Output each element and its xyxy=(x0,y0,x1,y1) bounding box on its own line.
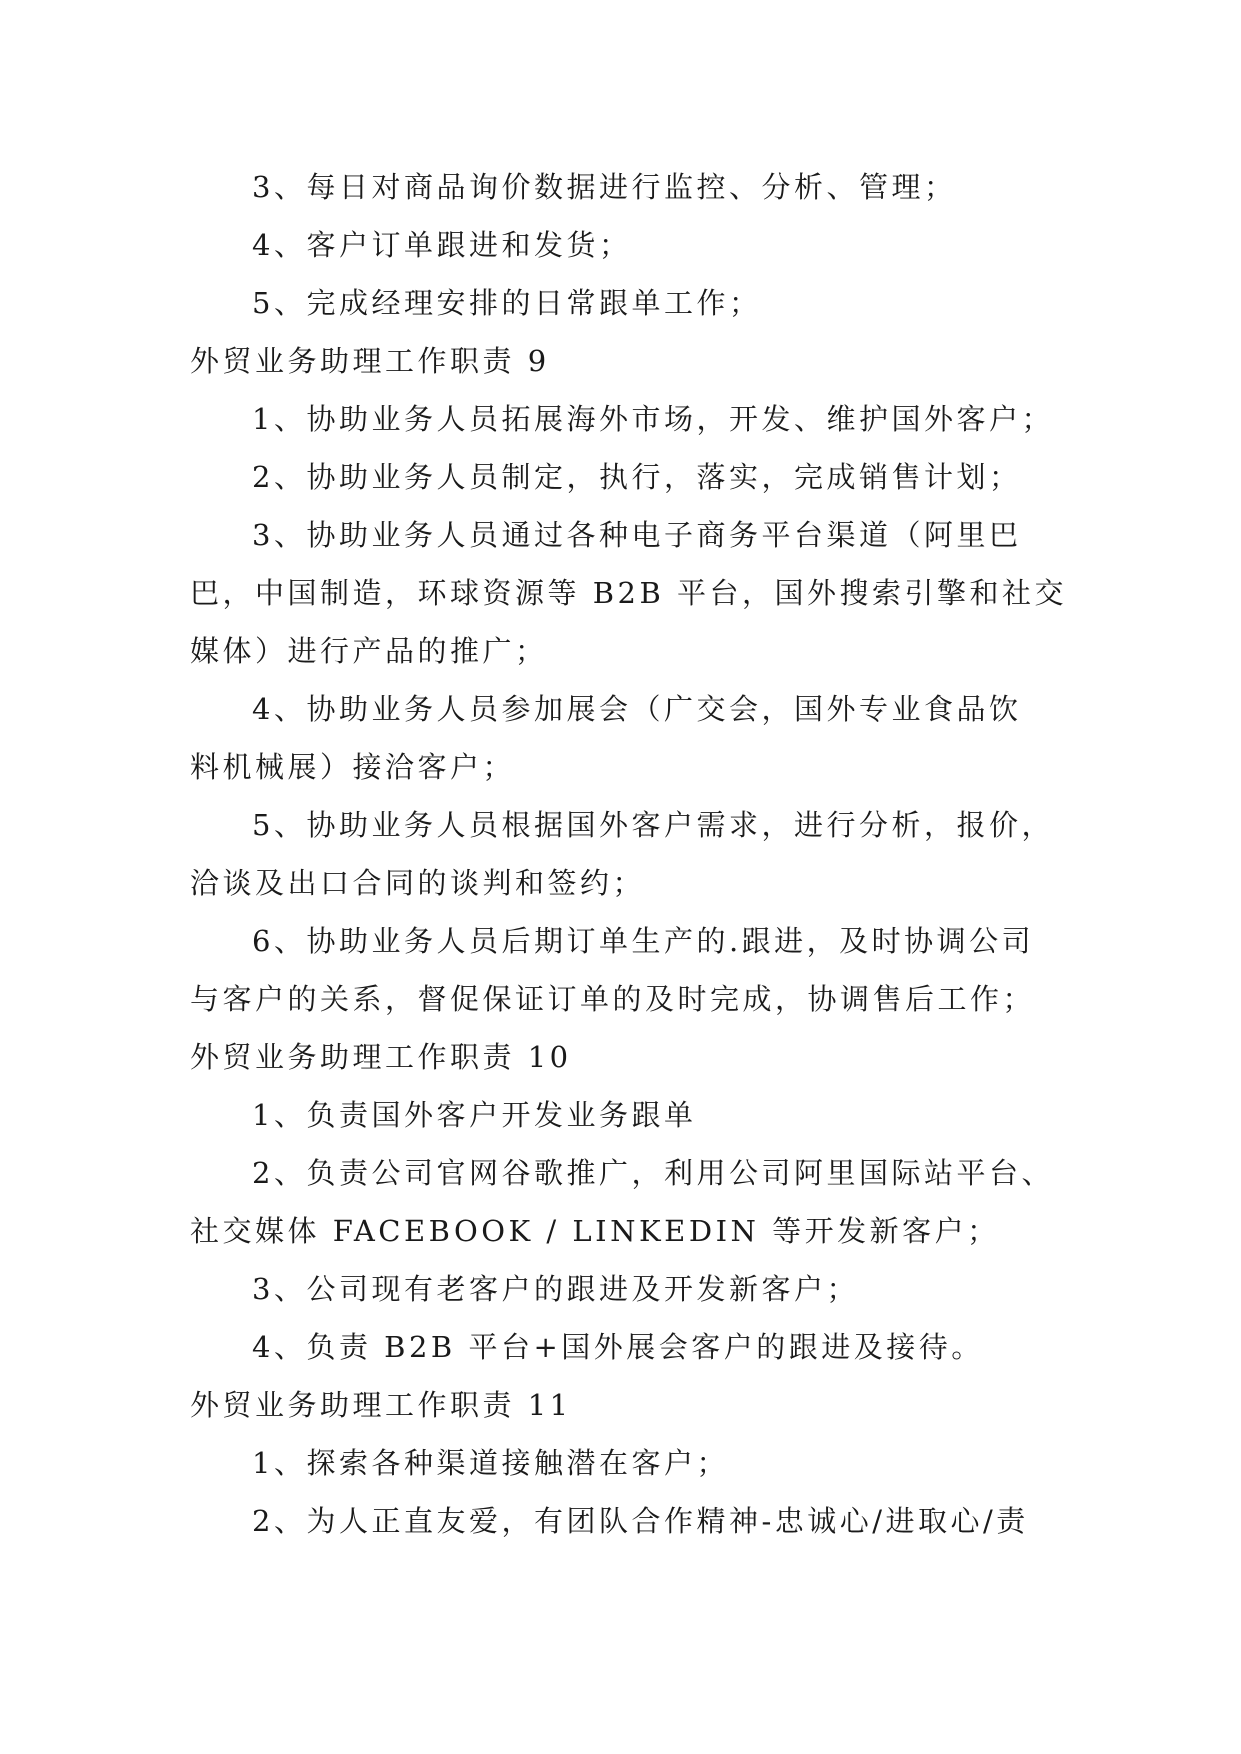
section-heading: 外贸业务助理工作职责 10 xyxy=(190,1040,572,1074)
section-heading: 外贸业务助理工作职责 9 xyxy=(190,344,550,378)
document-body xyxy=(190,158,1070,1550)
paragraph-line: 2、协助业务人员制定，执行，落实，完成销售计划； xyxy=(252,460,1022,494)
paragraph-line: 2、为人正直友爱，有团队合作精神-忠诚心/进取心/责 xyxy=(252,1504,1029,1538)
paragraph-line: 1、协助业务人员拓展海外市场，开发、维护国外客户； xyxy=(252,402,1054,436)
paragraph-line: 6、协助业务人员后期订单生产的.跟进，及时协调公司 xyxy=(252,924,1035,958)
section-heading: 外贸业务助理工作职责 11 xyxy=(190,1388,572,1422)
paragraph-line: 1、探索各种渠道接触潜在客户； xyxy=(252,1446,729,1480)
paragraph-line: 社交媒体 FACEBOOK / LINKEDIN 等开发新客户； xyxy=(190,1214,1000,1248)
paragraph-line: 洽谈及出口合同的谈判和签约； xyxy=(190,866,646,900)
paragraph-line: 1、负责国外客户开发业务跟单 xyxy=(252,1098,697,1132)
paragraph-line: 2、负责公司官网谷歌推广，利用公司阿里国际站平台、 xyxy=(252,1156,1054,1190)
paragraph-line: 4、协助业务人员参加展会（广交会，国外专业食品饮 xyxy=(252,692,1022,726)
paragraph-line: 巴，中国制造，环球资源等 B2B 平台，国外搜索引擎和社交 xyxy=(190,576,1068,610)
paragraph-line: 4、客户订单跟进和发货； xyxy=(252,228,632,262)
paragraph-line: 与客户的关系，督促保证订单的及时完成，协调售后工作； xyxy=(190,982,1036,1016)
paragraph-line: 媒体）进行产品的推广； xyxy=(190,634,548,668)
paragraph-line: 5、完成经理安排的日常跟单工作； xyxy=(252,286,762,320)
paragraph-line: 料机械展）接洽客户； xyxy=(190,750,516,784)
paragraph-line: 3、协助业务人员通过各种电子商务平台渠道（阿里巴 xyxy=(252,518,1022,552)
paragraph-line: 5、协助业务人员根据国外客户需求，进行分析，报价， xyxy=(252,808,1054,842)
paragraph-line: 4、负责 B2B 平台+国外展会客户的跟进及接待。 xyxy=(252,1330,984,1364)
paragraph-line: 3、公司现有老客户的跟进及开发新客户； xyxy=(252,1272,859,1306)
paragraph-line: 3、每日对商品询价数据进行监控、分析、管理； xyxy=(252,170,957,204)
